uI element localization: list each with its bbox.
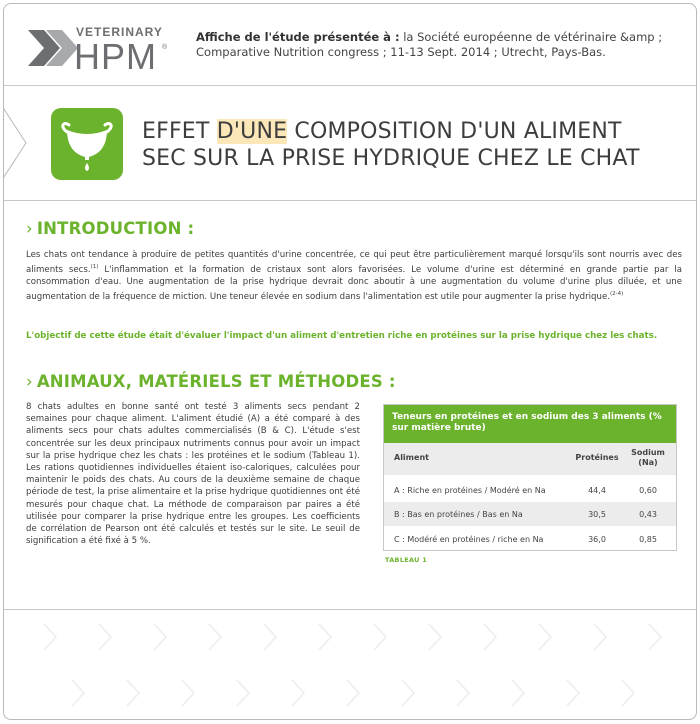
- introduction-paragraph: [26, 249, 682, 304]
- poster-text-1: la Société européenne de vétérinaire &amp ;: [399, 30, 663, 44]
- title-notch-chevron: [3, 86, 32, 201]
- cell-food: A : Riche en protéines / Modéré en Na: [394, 486, 546, 495]
- header-sodium: Sodium (Na): [631, 448, 665, 467]
- cell-food: B : Bas en protéines / Bas en Na: [394, 510, 523, 519]
- logo-bottom-text: HPM: [74, 36, 157, 74]
- introduction-heading-text: INTRODUCTION :: [36, 219, 195, 238]
- logo-registered-mark: ®: [162, 44, 168, 51]
- table-header-row: [384, 443, 676, 475]
- hpm-logo: [28, 22, 173, 74]
- bladder-icon: [51, 108, 123, 180]
- table-row: [384, 502, 676, 526]
- poster-label: Affiche de l'étude présentée à :: [196, 30, 400, 44]
- page-title: [142, 118, 640, 172]
- header: [4, 4, 696, 86]
- poster: [3, 3, 697, 720]
- title-line2: SEC SUR LA PRISE HYDRIQUE CHEZ LE CHAT: [142, 146, 640, 171]
- table-title: Teneurs en protéines et en sodium des 3 aliments (% sur matière brute): [384, 405, 676, 443]
- cell-sodium: 0,60: [639, 486, 657, 495]
- table-row: [384, 527, 676, 551]
- poster-reference: [196, 30, 686, 60]
- chevron-right-icon: ›: [26, 372, 33, 391]
- title-band: [4, 86, 696, 201]
- introduction-heading: [26, 219, 194, 238]
- cell-protein: 36,0: [588, 535, 606, 544]
- study-objective: L'objectif de cette étude était d'évaluer l'impact d'un aliment d'entretien riche en protéines sur la prise hydrique chez les chats.: [26, 331, 658, 341]
- intro-text-a: Les chats ont tendance à produire de petites quantités d'urine concentrée, ce qui peut être particulièrement marqué lorsqu'ils sont nourris avec des aliments secs.: [26, 250, 682, 276]
- cell-protein: 44,4: [588, 486, 606, 495]
- methods-paragraph: 8 chats adultes en bonne santé ont testé 3 aliments secs pendant 2 semaines pour chaque aliment. L'aliment étudié (A) a été comparé à des aliments secs pour chats adultes commercialisés (B & C). L'étude s'est concentrée sur les deux principaux nutriments connus pour avoir un impact sur la prise hydrique chez les chats : les protéines et le sodium (Tableau 1). Les rations quotidiennes individuelles étaient iso-caloriques, calculées pour maintenir le poids des chats. Au cours de la deuxième semaine de chaque période de test, la prise alimentaire et la prise hydrique quotidiennes ont été mesurés pour chaque chat. La méthode de comparaison par paires a été utilisée pour comparer la prise hydrique entre les groupes. Les coefficients de corrélation de Pearson ont été calculés et testés sur le site. Le seuil de signification a été fixé à 5 %.: [26, 402, 360, 547]
- header-proteines: Protéines: [575, 453, 619, 462]
- methods-heading: [26, 372, 396, 391]
- cell-food: C : Modéré en protéines / riche en Na: [394, 535, 544, 544]
- poster-text-2: Comparative Nutrition congress ; 11-13 Sept. 2014 ; Utrecht, Pays-Bas.: [196, 45, 606, 59]
- table-caption: TABLEAU 1: [385, 556, 428, 564]
- intro-ref-1: (1): [90, 264, 99, 271]
- cell-protein: 30,5: [588, 510, 606, 519]
- intro-text-b: L'inflammation et la formation de cristaux sont alors favorisées. Le volume d'urine est déterminé en grande partie par la consommation d'eau. Une augmentation de la prise hydrique devrait donc aboutir à une augmentation du volume d'urine plus diluée, et une augmentation de la fréquence de miction. Une teneur élevée en sodium dans l'alimentation est utile pour augmenter la prise hydrique.: [26, 265, 682, 303]
- cell-sodium: 0,43: [639, 510, 657, 519]
- table-row: [384, 478, 676, 502]
- chevron-pattern: [4, 610, 697, 720]
- cell-sodium: 0,85: [639, 535, 657, 544]
- logo-top-text: VETERINARY: [76, 25, 163, 39]
- chevron-right-icon: ›: [26, 219, 33, 238]
- title-highlight: D'UNE: [216, 119, 288, 144]
- title-line1-post: COMPOSITION D'UN ALIMENT: [287, 119, 622, 144]
- intro-ref-2: (2-4): [609, 291, 624, 298]
- title-line1-pre: EFFET: [142, 119, 217, 144]
- header-aliment: Aliment: [394, 453, 429, 462]
- nutrient-table: [383, 404, 677, 551]
- methods-heading-text: ANIMAUX, MATÉRIELS ET MÉTHODES :: [36, 372, 396, 391]
- decorative-footer: [4, 609, 696, 720]
